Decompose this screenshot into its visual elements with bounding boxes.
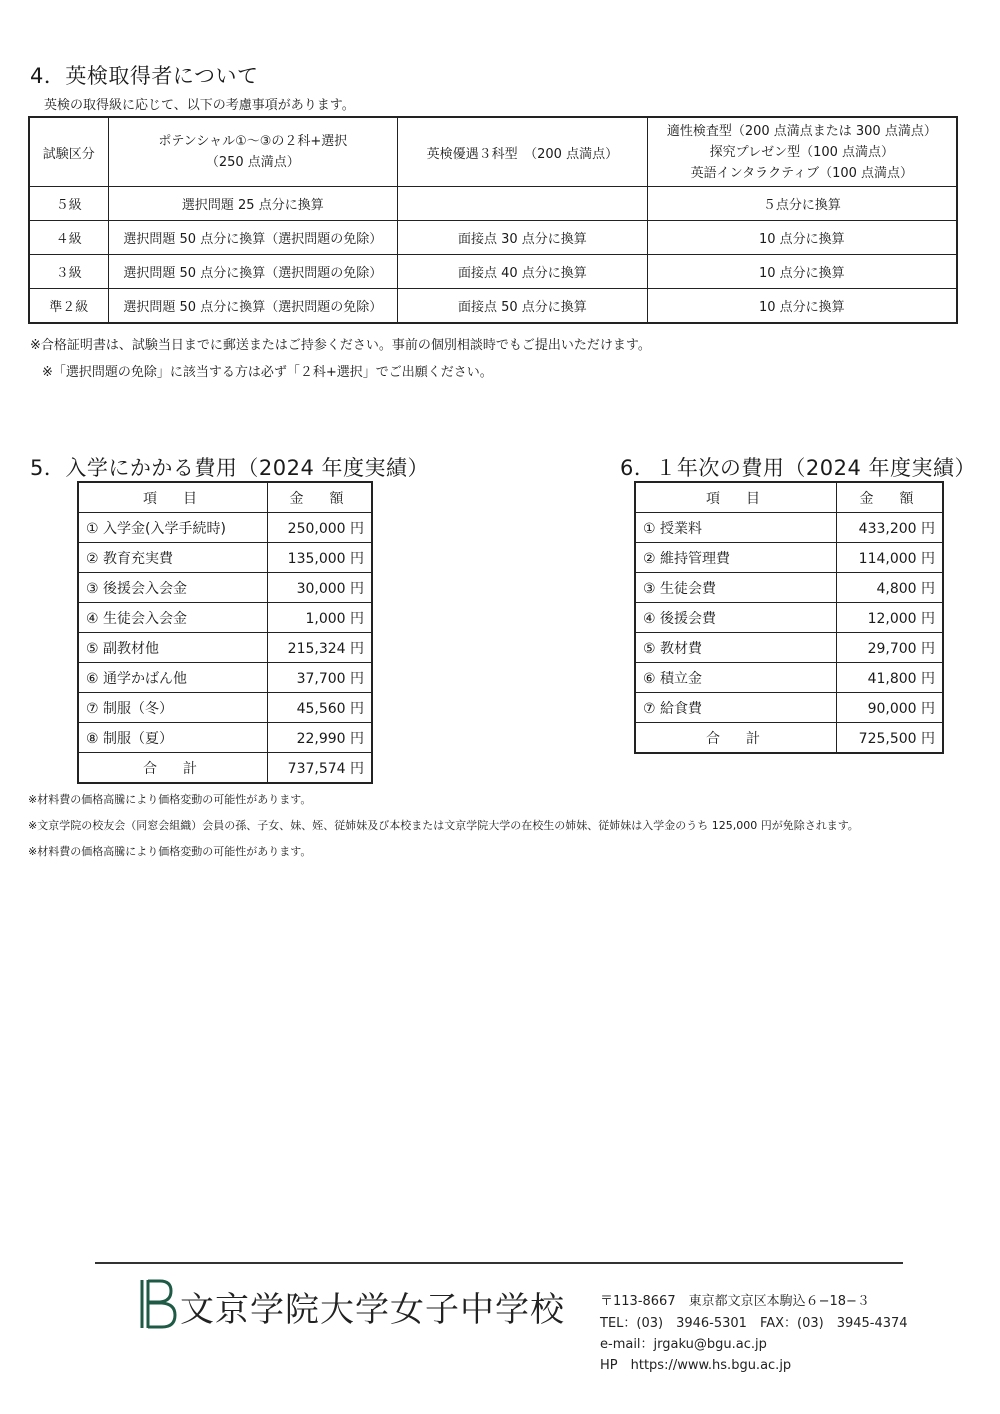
amount-cell: 12,000 円 (837, 603, 944, 633)
admission-cost-header (78, 482, 372, 513)
grade-cell: ５級 (29, 187, 108, 221)
table-row (635, 633, 943, 663)
item-cell: ⑤ 副教材他 (78, 633, 268, 663)
item-cell: ① 授業料 (635, 513, 837, 543)
section4-note-2: ※「選択問題の免除」に該当する方は必ず「２科+選択」でご出願ください。 (42, 365, 493, 380)
item-cell: ④ 後援会費 (635, 603, 837, 633)
potential-cell: 選択問題 50 点分に換算（選択問題の免除） (108, 221, 397, 255)
amount-cell: 4,800 円 (837, 573, 944, 603)
item-cell: ④ 生徒会入会金 (78, 603, 268, 633)
header-potential-line1: ポテンシャル①～③の２科+選択 (158, 134, 348, 149)
eiken3-cell: 面接点 50 点分に換算 (398, 289, 648, 324)
other-cell: 10 点分に換算 (647, 221, 957, 255)
item-cell: ⑤ 教材費 (635, 633, 837, 663)
amount-cell: 114,000 円 (837, 543, 944, 573)
total-label: 合 計 (78, 753, 268, 784)
eiken-table-header (29, 117, 957, 187)
footnote-1: ※材料費の価格高騰により価格変動の可能性があります。 (28, 793, 312, 806)
footer-address: 〒113-8667 東京都文京区本駒込６−18−３ (600, 1294, 870, 1309)
section5-title: 5．入学にかかる費用（2024 年度実績） (30, 456, 429, 480)
total-label: 合 計 (635, 723, 837, 754)
header-item: 項 目 (635, 482, 837, 513)
amount-cell: 250,000 円 (268, 513, 373, 543)
other-cell: ５点分に換算 (647, 187, 957, 221)
footer-divider (95, 1262, 903, 1264)
amount-cell: 41,800 円 (837, 663, 944, 693)
table-row (78, 723, 372, 753)
item-cell: ② 維持管理費 (635, 543, 837, 573)
table-row (29, 255, 957, 289)
other-cell: 10 点分に換算 (647, 255, 957, 289)
header-amount: 金 額 (837, 482, 944, 513)
table-row (78, 663, 372, 693)
item-cell: ⑥ 通学かばん他 (78, 663, 268, 693)
amount-cell: 30,000 円 (268, 573, 373, 603)
amount-cell: 37,700 円 (268, 663, 373, 693)
amount-cell: 45,560 円 (268, 693, 373, 723)
header-exam-category: 試験区分 (29, 117, 108, 187)
admission-cost-table (77, 481, 373, 784)
item-cell: ① 入学金(入学手続時) (78, 513, 268, 543)
table-row (29, 221, 957, 255)
footnote-2: ※文京学院の校友会（同窓会組織）会員の孫、子女、妹、姪、従姉妹及び本校または文京学院大学の在校生の姉妹、従姉妹は入学金のうち 125,000 円が免除されます。 (28, 819, 859, 832)
eiken3-cell (398, 187, 648, 221)
header-other-line2: 探究プレゼン型（100 点満点） (709, 144, 895, 160)
first-year-cost-table (634, 481, 944, 754)
potential-cell: 選択問題 25 点分に換算 (108, 187, 397, 221)
total-amount: 737,574 円 (268, 753, 373, 784)
table-row (78, 513, 372, 543)
table-row (635, 603, 943, 633)
item-cell: ③ 生徒会費 (635, 573, 837, 603)
school-logo-mark (138, 1278, 178, 1330)
table-row (78, 633, 372, 663)
eiken3-cell: 面接点 30 点分に換算 (398, 221, 648, 255)
section4-intro: 英検の取得級に応じて、以下の考慮事項があります。 (44, 98, 355, 113)
table-row (78, 603, 372, 633)
school-name: 文京学院大学女子中学校 (180, 1290, 565, 1330)
table-row (635, 693, 943, 723)
grade-cell: ４級 (29, 221, 108, 255)
grade-cell: 準２級 (29, 289, 108, 324)
table-row (29, 289, 957, 324)
header-potential-line2: （250 点満点） (205, 155, 300, 170)
item-cell: ③ 後援会入会金 (78, 573, 268, 603)
item-cell: ⑦ 給食費 (635, 693, 837, 723)
total-amount: 725,500 円 (837, 723, 944, 754)
amount-cell: 22,990 円 (268, 723, 373, 753)
table-row (635, 663, 943, 693)
section4-title: 4．英検取得者について (30, 64, 259, 88)
amount-cell: 215,324 円 (268, 633, 373, 663)
amount-cell: 135,000 円 (268, 543, 373, 573)
header-amount: 金 額 (268, 482, 373, 513)
grade-cell: ３級 (29, 255, 108, 289)
footer-phone-fax: TEL：(03) 3946-5301 FAX：(03) 3945-4374 (600, 1316, 908, 1331)
total-row (78, 753, 372, 784)
header-other-types (647, 117, 957, 187)
item-cell: ⑥ 積立金 (635, 663, 837, 693)
eiken-table (28, 116, 958, 324)
potential-cell: 選択問題 50 点分に換算（選択問題の免除） (108, 255, 397, 289)
first-year-cost-header (635, 482, 943, 513)
header-potential (108, 117, 397, 187)
table-row (635, 543, 943, 573)
table-row (635, 513, 943, 543)
table-row (78, 543, 372, 573)
header-eiken-3subject: 英検優遇３科型 （200 点満点） (398, 117, 648, 187)
header-item: 項 目 (78, 482, 268, 513)
table-row (635, 573, 943, 603)
other-cell: 10 点分に換算 (647, 289, 957, 324)
footer-email: e-mail：jrgaku@bgu.ac.jp (600, 1337, 767, 1352)
table-row (29, 187, 957, 221)
item-cell: ⑦ 制服（冬） (78, 693, 268, 723)
section4-note-1: ※合格証明書は、試験当日までに郵送またはご持参ください。事前の個別相談時でもご提出いただけます。 (30, 338, 651, 353)
table-row (78, 693, 372, 723)
section6-title: 6．１年次の費用（2024 年度実績） (620, 456, 976, 480)
total-row (635, 723, 943, 754)
item-cell: ⑧ 制服（夏） (78, 723, 268, 753)
amount-cell: 90,000 円 (837, 693, 944, 723)
header-other-line1: 適性検査型（200 点満点または 300 点満点） (666, 123, 937, 139)
amount-cell: 1,000 円 (268, 603, 373, 633)
table-row (78, 573, 372, 603)
footnote-3: ※材料費の価格高騰により価格変動の可能性があります。 (28, 845, 312, 858)
amount-cell: 29,700 円 (837, 633, 944, 663)
header-other-line3: 英語インタラクティブ（100 点満点） (690, 165, 914, 181)
potential-cell: 選択問題 50 点分に換算（選択問題の免除） (108, 289, 397, 324)
amount-cell: 433,200 円 (837, 513, 944, 543)
eiken3-cell: 面接点 40 点分に換算 (398, 255, 648, 289)
item-cell: ② 教育充実費 (78, 543, 268, 573)
footer-homepage: HP https://www.hs.bgu.ac.jp (600, 1358, 792, 1373)
